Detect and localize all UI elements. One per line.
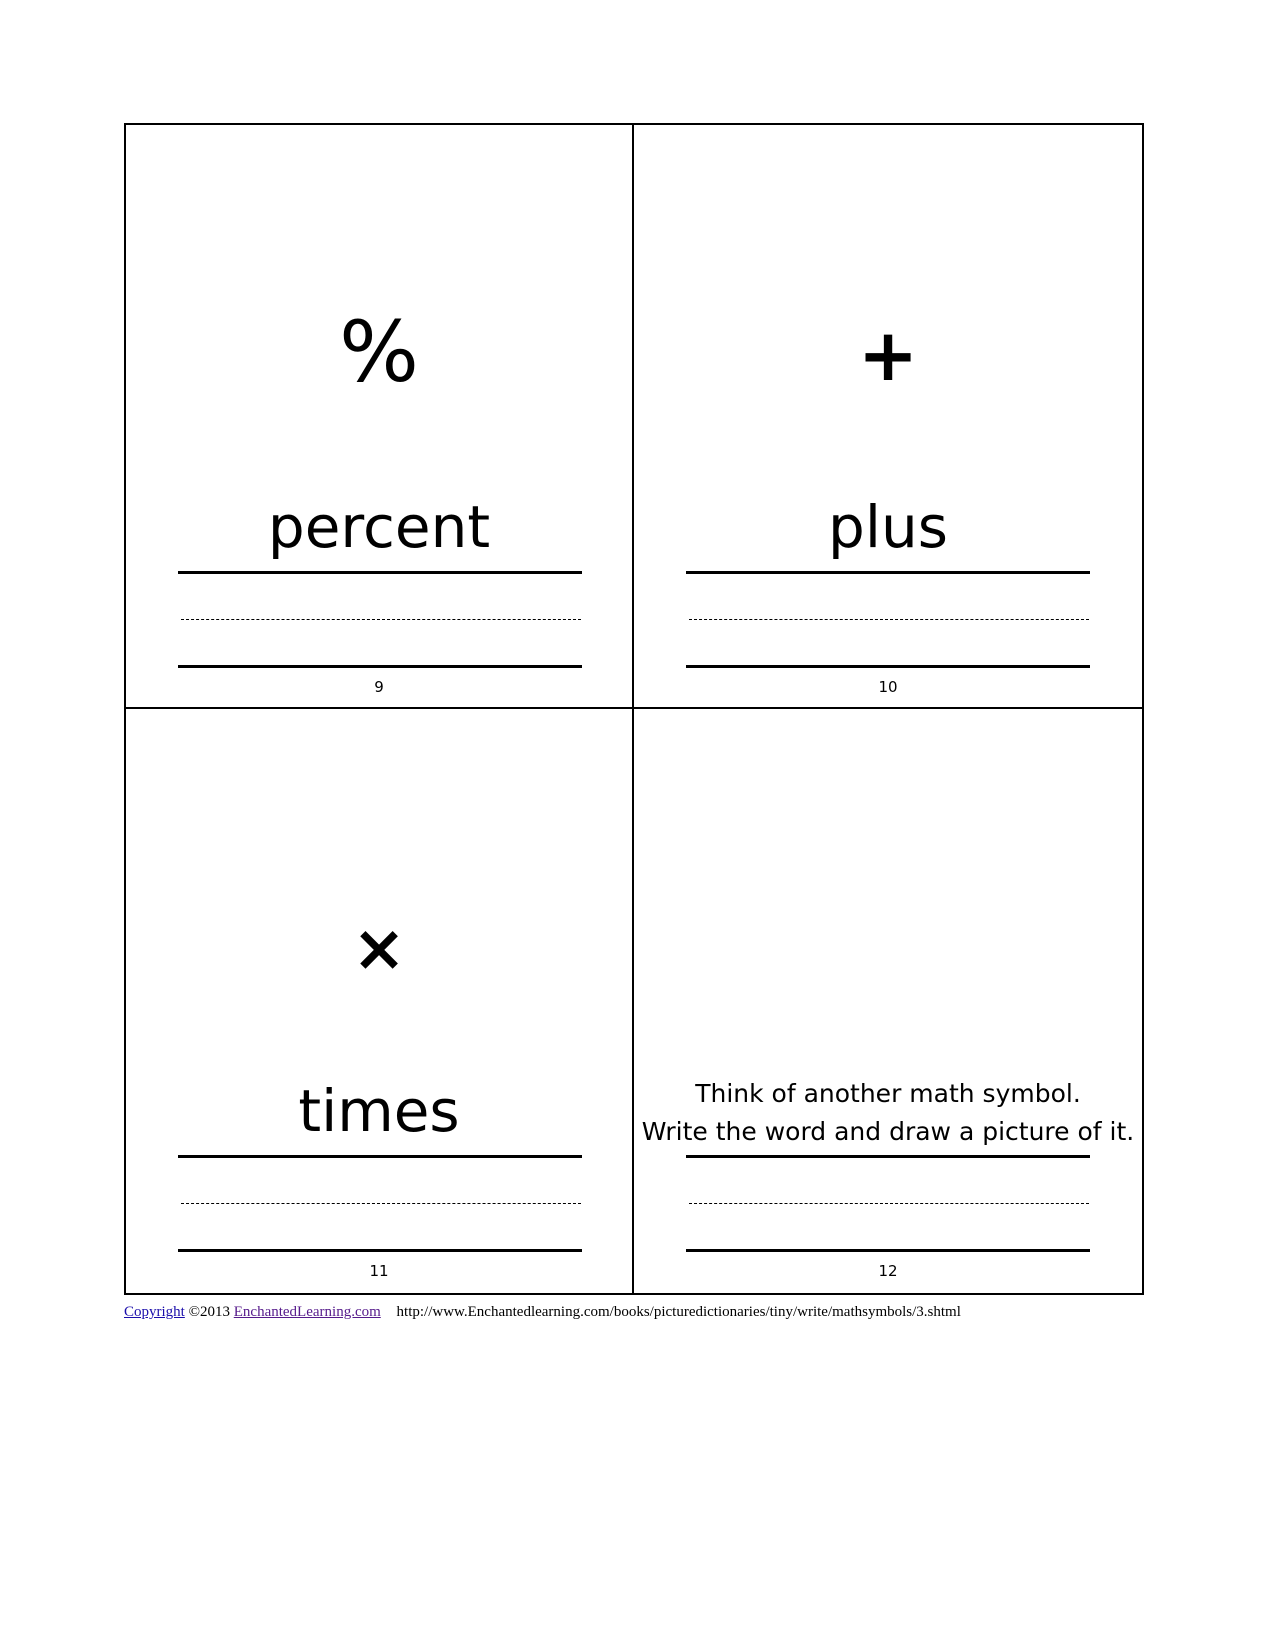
flashcard-blank [634, 709, 1142, 1293]
flashcard-sheet [124, 123, 1144, 1295]
times-symbol: × [352, 912, 406, 986]
site-link[interactable]: EnchantedLearning.com [233, 1304, 381, 1320]
writing-line-top [686, 1155, 1090, 1158]
card-word: plus [828, 493, 948, 561]
writing-line-midline [181, 1203, 581, 1204]
flashcard-times [126, 709, 634, 1293]
writing-line-midline [689, 1203, 1089, 1204]
copyright-link[interactable]: Copyright [124, 1304, 185, 1320]
percent-symbol: % [339, 303, 419, 401]
card-page-number: 10 [878, 678, 898, 696]
card-page-number: 12 [878, 1262, 898, 1280]
card-prompt [634, 1075, 1142, 1151]
writing-line-top [686, 571, 1090, 574]
card-word: percent [267, 493, 491, 561]
flashcard-percent [126, 125, 634, 709]
card-page-number: 11 [369, 1262, 389, 1280]
writing-line-baseline [178, 665, 582, 668]
writing-line-top [178, 571, 582, 574]
writing-line-midline [689, 619, 1089, 620]
writing-line-baseline [178, 1249, 582, 1252]
writing-line-top [178, 1155, 582, 1158]
writing-line-baseline [686, 665, 1090, 668]
page-url: http://www.Enchantedlearning.com/books/picturedictionaries/tiny/write/mathsymbols/3.shtml [396, 1304, 961, 1320]
prompt-line-1: Think of another math symbol. [695, 1079, 1081, 1108]
card-word: times [298, 1077, 460, 1145]
card-page-number: 9 [374, 678, 384, 696]
prompt-line-2: Write the word and draw a picture of it. [641, 1117, 1135, 1146]
flashcard-plus [634, 125, 1142, 709]
plus-symbol: + [857, 313, 919, 397]
writing-line-baseline [686, 1249, 1090, 1252]
page-footer [124, 1303, 961, 1321]
copyright-year: ©2013 [188, 1304, 230, 1320]
writing-line-midline [181, 619, 581, 620]
